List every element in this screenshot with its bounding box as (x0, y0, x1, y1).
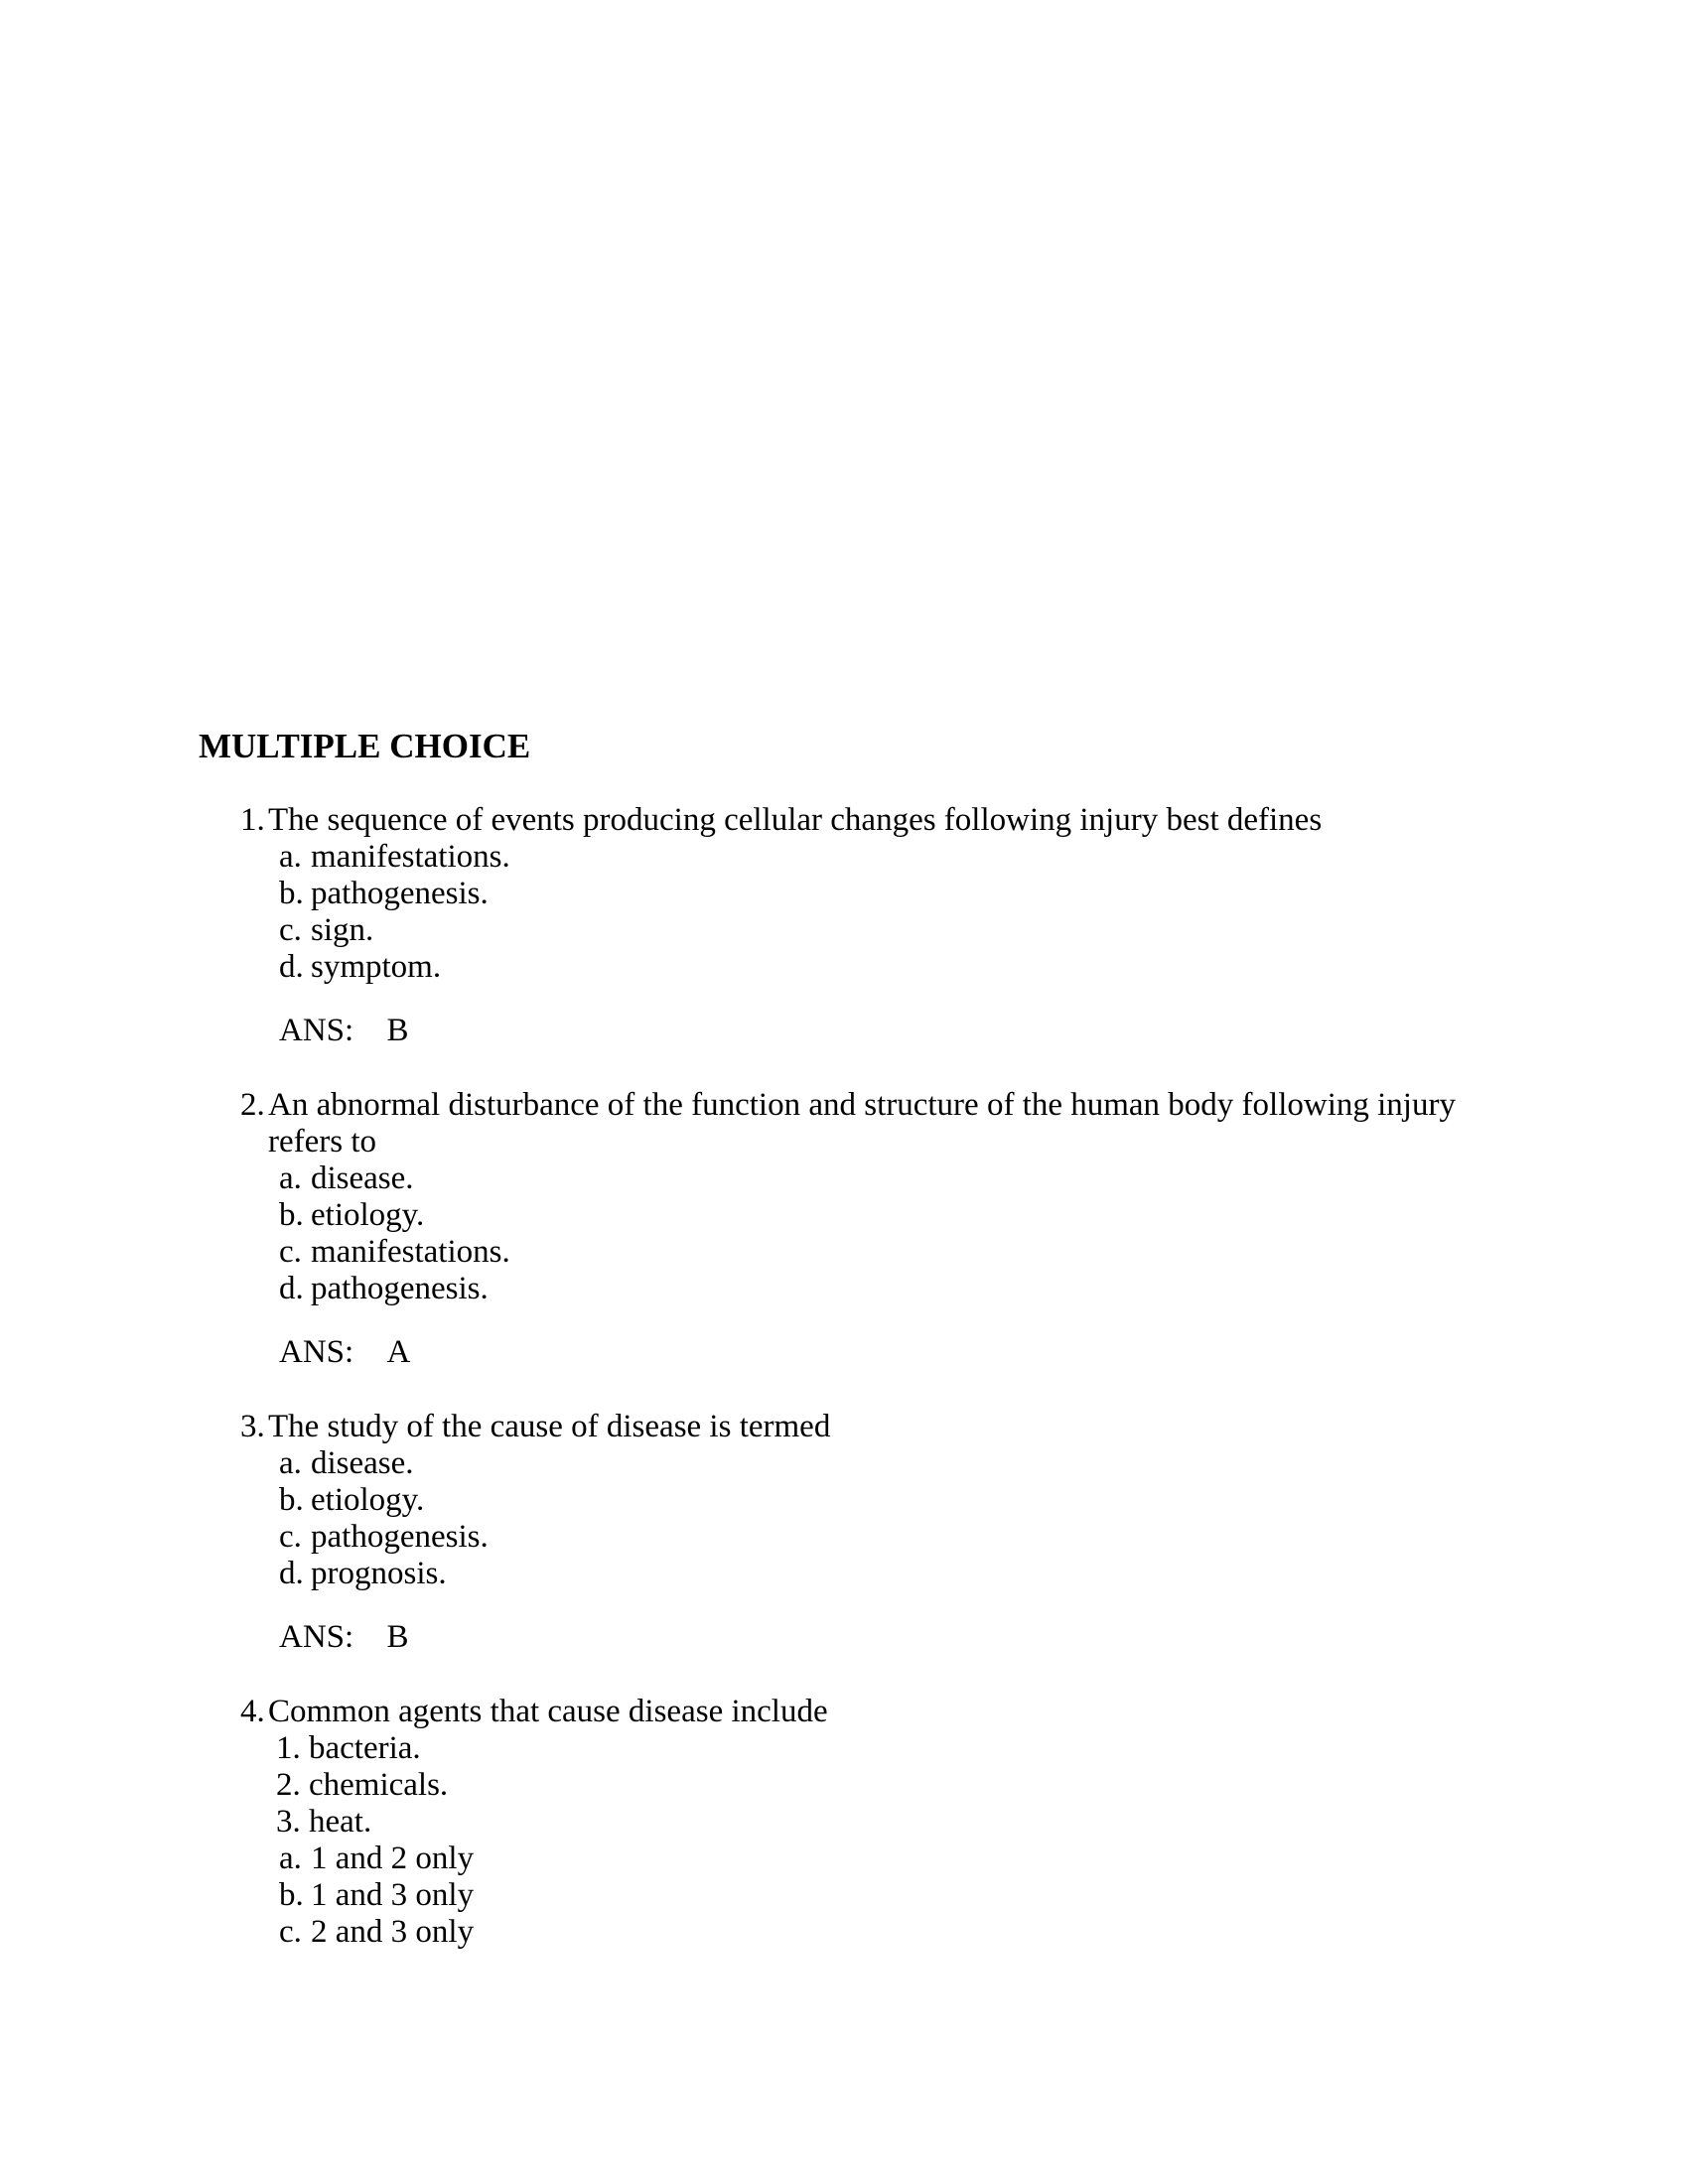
option-text: pathogenesis. (311, 1519, 489, 1555)
numbered-item-2: 2. chemicals. (276, 1767, 449, 1803)
option-letter: c. (279, 912, 302, 948)
option-text: pathogenesis. (311, 1271, 489, 1306)
answer-label: ANS: (279, 1619, 354, 1655)
question-text: refers to (268, 1124, 377, 1160)
option-c (240, 1914, 1611, 1951)
question-number-spacer (240, 1124, 268, 1160)
answer-value: A (386, 1334, 411, 1370)
option-a (240, 1841, 1611, 1877)
answer-line (240, 1013, 1611, 1049)
option-text: sign. (311, 912, 374, 948)
option-text: manifestations. (311, 1234, 510, 1270)
question-number: 4. (240, 1694, 265, 1729)
option-text: 1 and 2 only (311, 1841, 475, 1876)
answer-label: ANS: (279, 1334, 354, 1370)
question-number: 1. (240, 802, 265, 838)
option-letter: c. (279, 1234, 302, 1270)
option-a (240, 839, 1611, 876)
option-letter: b. (279, 876, 304, 911)
option-a (240, 1160, 1611, 1197)
question-1 (240, 802, 1611, 1049)
option-letter: b. (279, 1877, 304, 1913)
question-text: The sequence of events producing cellular changes following injury best defines (268, 802, 1323, 838)
question-text: An abnormal disturbance of the function and structure of the human body following injury (268, 1087, 1456, 1123)
answer-line (240, 1334, 1611, 1371)
option-d (240, 949, 1611, 986)
option-text: prognosis. (311, 1556, 447, 1591)
option-text: etiology. (311, 1197, 425, 1233)
answer-line (240, 1619, 1611, 1656)
option-letter: b. (279, 1482, 304, 1518)
option-b (240, 1877, 1611, 1914)
option-text: 2 and 3 only (311, 1914, 475, 1950)
question-text: Common agents that cause disease include (268, 1694, 828, 1729)
option-text: 1 and 3 only (311, 1877, 475, 1913)
option-d (240, 1271, 1611, 1307)
option-text: disease. (311, 1445, 414, 1481)
section-heading: MULTIPLE CHOICE (199, 727, 531, 765)
option-b (240, 1482, 1611, 1519)
question-line (240, 1087, 1611, 1124)
option-text: disease. (311, 1160, 414, 1196)
numbered-item-3: 3. heat. (276, 1804, 372, 1840)
numbered-item-1: 1. bacteria. (276, 1730, 421, 1766)
question-text: The study of the cause of disease is termed (268, 1409, 831, 1444)
option-letter: a. (279, 1160, 302, 1196)
option-letter: a. (279, 1445, 302, 1481)
questions-list (240, 802, 1611, 1951)
question-number: 3. (240, 1409, 265, 1444)
question-line (240, 802, 1611, 839)
option-c (240, 1519, 1611, 1556)
option-text: pathogenesis. (311, 876, 489, 911)
question-line (240, 1694, 1611, 1730)
question-3 (240, 1409, 1611, 1656)
option-letter: c. (279, 1914, 302, 1950)
question-number: 2. (240, 1087, 265, 1123)
option-b (240, 876, 1611, 912)
option-letter: d. (279, 1271, 304, 1306)
option-b (240, 1197, 1611, 1234)
option-letter: b. (279, 1197, 304, 1233)
answer-value: B (386, 1013, 409, 1048)
option-text: symptom. (311, 949, 442, 985)
question-4 (240, 1694, 1611, 1951)
option-c (240, 1234, 1611, 1271)
question-line (240, 1409, 1611, 1445)
question-line-continued (240, 1124, 1611, 1160)
option-letter: c. (279, 1519, 302, 1555)
question-2 (240, 1087, 1611, 1371)
option-text: manifestations. (311, 839, 510, 875)
option-text: etiology. (311, 1482, 425, 1518)
answer-label: ANS: (279, 1013, 354, 1048)
option-d (240, 1556, 1611, 1592)
option-letter: d. (279, 949, 304, 985)
option-a (240, 1445, 1611, 1482)
answer-value: B (386, 1619, 409, 1655)
option-c (240, 912, 1611, 949)
option-letter: a. (279, 1841, 302, 1876)
option-letter: a. (279, 839, 302, 875)
option-letter: d. (279, 1556, 304, 1591)
